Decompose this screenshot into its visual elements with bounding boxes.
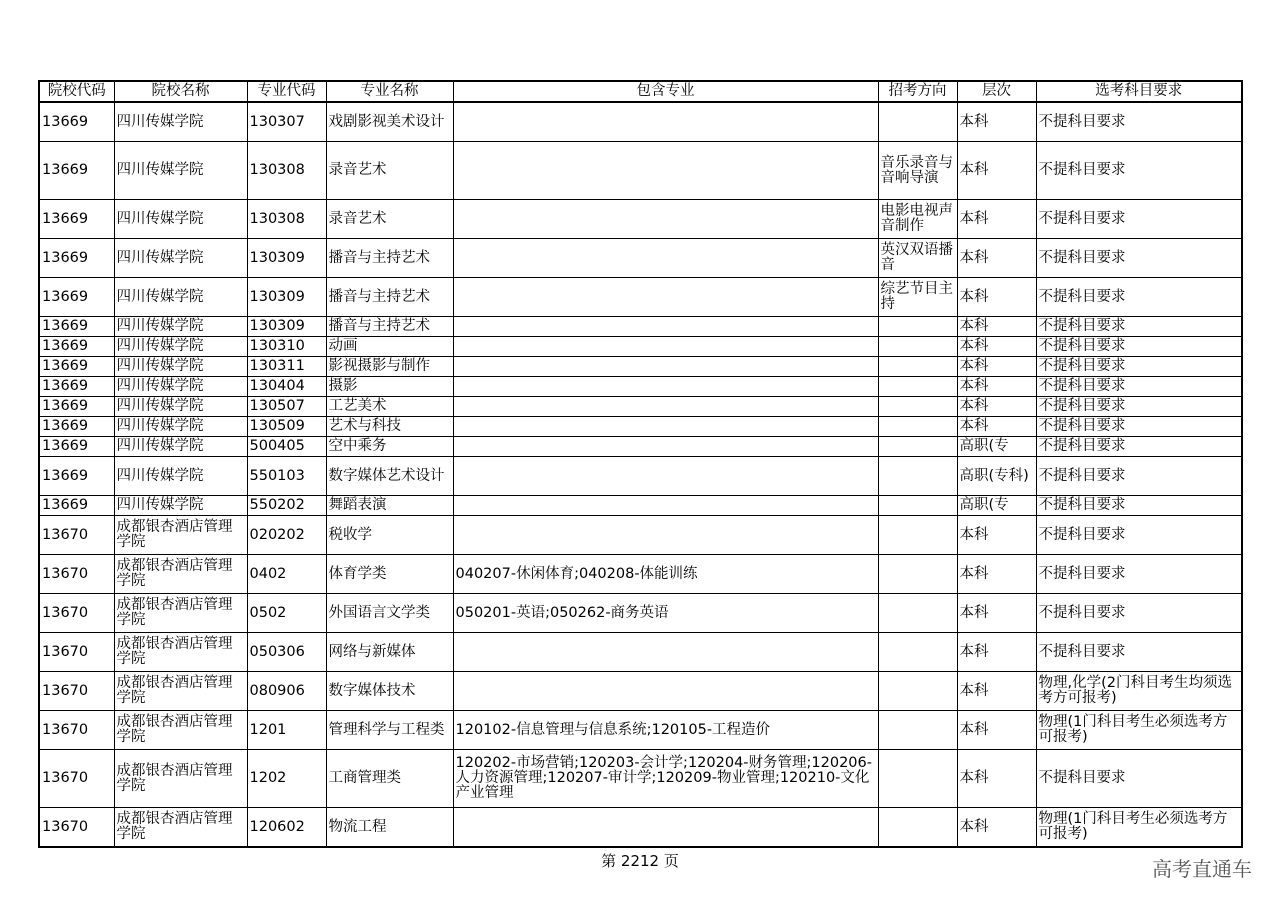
cell-direction: [878, 711, 957, 750]
cell-direction: [878, 357, 957, 377]
cell-major-name: 艺术与科技: [326, 417, 453, 437]
cell-included-majors: [453, 239, 878, 278]
cell-major-code: 130507: [247, 397, 326, 417]
table-row: [39, 457, 1242, 496]
cell-school-code: 13669: [39, 457, 114, 496]
cell-subject-requirement: 物理,化学(2门科目考生均须选考方可报考): [1036, 672, 1242, 711]
cell-direction: [878, 317, 957, 337]
cell-major-name: 数字媒体艺术设计: [326, 457, 453, 496]
cell-major-code: 0502: [247, 594, 326, 633]
cell-direction: [878, 417, 957, 437]
cell-school-name: 成都银杏酒店管理学院: [114, 555, 247, 594]
cell-included-majors: [453, 633, 878, 672]
table-row: [39, 317, 1242, 337]
cell-subject-requirement: 不提科目要求: [1036, 377, 1242, 397]
cell-school-name: 四川传媒学院: [114, 397, 247, 417]
cell-school-name: 四川传媒学院: [114, 496, 247, 516]
cell-school-name: 四川传媒学院: [114, 102, 247, 142]
cell-school-code: 13669: [39, 317, 114, 337]
header-school-code: 院校代码: [39, 81, 114, 102]
cell-subject-requirement: 不提科目要求: [1036, 594, 1242, 633]
header-major-name: 专业名称: [326, 81, 453, 102]
cell-major-name: 影视摄影与制作: [326, 357, 453, 377]
cell-major-name: 体育学类: [326, 555, 453, 594]
cell-school-code: 13670: [39, 516, 114, 555]
cell-school-code: 13669: [39, 200, 114, 239]
cell-major-code: 130309: [247, 239, 326, 278]
cell-direction: [878, 496, 957, 516]
table-row: [39, 672, 1242, 711]
header-included-majors: 包含专业: [453, 81, 878, 102]
cell-major-code: 130308: [247, 142, 326, 200]
cell-level: 本科: [957, 594, 1036, 633]
cell-level: 本科: [957, 200, 1036, 239]
cell-direction: [878, 337, 957, 357]
cell-school-name: 成都银杏酒店管理学院: [114, 516, 247, 555]
cell-subject-requirement: 不提科目要求: [1036, 239, 1242, 278]
table-row: [39, 239, 1242, 278]
cell-school-code: 13669: [39, 239, 114, 278]
cell-major-code: 130311: [247, 357, 326, 377]
cell-level: 本科: [957, 711, 1036, 750]
cell-major-name: 工商管理类: [326, 750, 453, 808]
cell-subject-requirement: 不提科目要求: [1036, 397, 1242, 417]
cell-subject-requirement: 不提科目要求: [1036, 317, 1242, 337]
cell-school-name: 成都银杏酒店管理学院: [114, 594, 247, 633]
cell-subject-requirement: 不提科目要求: [1036, 437, 1242, 457]
cell-direction: 综艺节目主持: [878, 278, 957, 317]
cell-subject-requirement: 不提科目要求: [1036, 516, 1242, 555]
cell-major-name: 舞蹈表演: [326, 496, 453, 516]
cell-subject-requirement: 不提科目要求: [1036, 555, 1242, 594]
cell-school-code: 13669: [39, 278, 114, 317]
cell-school-code: 13669: [39, 142, 114, 200]
cell-school-code: 13670: [39, 750, 114, 808]
cell-subject-requirement: 不提科目要求: [1036, 200, 1242, 239]
cell-subject-requirement: 物理(1门科目考生必须选考方可报考): [1036, 808, 1242, 848]
cell-subject-requirement: 不提科目要求: [1036, 750, 1242, 808]
cell-level: 高职(专: [957, 496, 1036, 516]
cell-subject-requirement: 不提科目要求: [1036, 417, 1242, 437]
cell-major-name: 外国语言文学类: [326, 594, 453, 633]
table-row: [39, 516, 1242, 555]
cell-included-majors: [453, 808, 878, 848]
cell-level: 高职(专: [957, 437, 1036, 457]
cell-included-majors: [453, 397, 878, 417]
cell-subject-requirement: 不提科目要求: [1036, 496, 1242, 516]
cell-major-code: 130307: [247, 102, 326, 142]
cell-school-name: 成都银杏酒店管理学院: [114, 808, 247, 848]
cell-included-majors: [453, 357, 878, 377]
cell-level: 本科: [957, 337, 1036, 357]
cell-subject-requirement: 不提科目要求: [1036, 633, 1242, 672]
cell-major-code: 550202: [247, 496, 326, 516]
cell-direction: 电影电视声音制作: [878, 200, 957, 239]
cell-subject-requirement: 物理(1门科目考生必须选考方可报考): [1036, 711, 1242, 750]
cell-major-code: 1201: [247, 711, 326, 750]
cell-major-name: 戏剧影视美术设计: [326, 102, 453, 142]
cell-school-code: 13670: [39, 633, 114, 672]
cell-major-code: 0402: [247, 555, 326, 594]
cell-level: 高职(专科): [957, 457, 1036, 496]
cell-direction: 英汉双语播音: [878, 239, 957, 278]
cell-school-code: 13670: [39, 594, 114, 633]
cell-school-name: 成都银杏酒店管理学院: [114, 711, 247, 750]
cell-direction: [878, 672, 957, 711]
header-school-name: 院校名称: [114, 81, 247, 102]
cell-level: 本科: [957, 102, 1036, 142]
cell-included-majors: [453, 516, 878, 555]
table-row: [39, 437, 1242, 457]
cell-level: 本科: [957, 357, 1036, 377]
cell-major-name: 工艺美术: [326, 397, 453, 417]
cell-major-name: 网络与新媒体: [326, 633, 453, 672]
cell-included-majors: 120102-信息管理与信息系统;120105-工程造价: [453, 711, 878, 750]
table-row: [39, 594, 1242, 633]
cell-included-majors: [453, 142, 878, 200]
cell-level: 本科: [957, 633, 1036, 672]
table-row: [39, 142, 1242, 200]
cell-major-name: 动画: [326, 337, 453, 357]
cell-subject-requirement: 不提科目要求: [1036, 102, 1242, 142]
cell-level: 本科: [957, 672, 1036, 711]
cell-major-code: 050306: [247, 633, 326, 672]
table-row: [39, 200, 1242, 239]
cell-major-name: 播音与主持艺术: [326, 239, 453, 278]
table-row: [39, 337, 1242, 357]
cell-direction: [878, 377, 957, 397]
admissions-table: [38, 80, 1243, 848]
cell-school-name: 四川传媒学院: [114, 239, 247, 278]
table-row: [39, 377, 1242, 397]
cell-school-code: 13669: [39, 377, 114, 397]
cell-school-code: 13669: [39, 337, 114, 357]
table-row: [39, 102, 1242, 142]
cell-direction: [878, 555, 957, 594]
cell-school-code: 13669: [39, 102, 114, 142]
cell-included-majors: 120202-市场营销;120203-会计学;120204-财务管理;120206-人力资源管理;120207-审计学;120209-物业管理;120210-文化产业管理: [453, 750, 878, 808]
cell-major-code: 130310: [247, 337, 326, 357]
cell-included-majors: [453, 672, 878, 711]
table-row: [39, 397, 1242, 417]
cell-level: 本科: [957, 397, 1036, 417]
cell-major-name: 播音与主持艺术: [326, 278, 453, 317]
cell-level: 本科: [957, 377, 1036, 397]
cell-major-code: 1202: [247, 750, 326, 808]
header-row: [39, 81, 1242, 102]
cell-school-name: 四川传媒学院: [114, 142, 247, 200]
table-row: [39, 417, 1242, 437]
cell-included-majors: [453, 278, 878, 317]
cell-level: 本科: [957, 516, 1036, 555]
cell-major-name: 管理科学与工程类: [326, 711, 453, 750]
cell-level: 本科: [957, 750, 1036, 808]
cell-level: 本科: [957, 239, 1036, 278]
header-major-code: 专业代码: [247, 81, 326, 102]
cell-subject-requirement: 不提科目要求: [1036, 337, 1242, 357]
cell-direction: [878, 516, 957, 555]
cell-major-name: 录音艺术: [326, 142, 453, 200]
cell-major-code: 020202: [247, 516, 326, 555]
cell-school-code: 13669: [39, 496, 114, 516]
cell-school-code: 13670: [39, 555, 114, 594]
cell-school-code: 13670: [39, 672, 114, 711]
header-direction: 招考方向: [878, 81, 957, 102]
cell-major-name: 数字媒体技术: [326, 672, 453, 711]
cell-direction: [878, 397, 957, 417]
cell-direction: [878, 437, 957, 457]
table-row: [39, 633, 1242, 672]
cell-major-code: 120602: [247, 808, 326, 848]
cell-included-majors: [453, 457, 878, 496]
watermark: 高考直通车: [1152, 857, 1252, 881]
cell-school-name: 四川传媒学院: [114, 457, 247, 496]
cell-included-majors: [453, 377, 878, 397]
cell-school-name: 成都银杏酒店管理学院: [114, 633, 247, 672]
cell-school-name: 四川传媒学院: [114, 357, 247, 377]
cell-level: 本科: [957, 142, 1036, 200]
table-row: [39, 555, 1242, 594]
cell-major-name: 物流工程: [326, 808, 453, 848]
cell-included-majors: [453, 496, 878, 516]
cell-included-majors: [453, 417, 878, 437]
cell-major-name: 摄影: [326, 377, 453, 397]
cell-direction: [878, 808, 957, 848]
cell-direction: [878, 594, 957, 633]
table-row: [39, 278, 1242, 317]
header-level: 层次: [957, 81, 1036, 102]
cell-major-name: 录音艺术: [326, 200, 453, 239]
table-row: [39, 711, 1242, 750]
cell-major-code: 130509: [247, 417, 326, 437]
cell-direction: [878, 633, 957, 672]
cell-major-name: 空中乘务: [326, 437, 453, 457]
cell-major-name: 播音与主持艺术: [326, 317, 453, 337]
cell-major-code: 130309: [247, 278, 326, 317]
table-row: [39, 496, 1242, 516]
cell-included-majors: [453, 102, 878, 142]
header-subject-requirement: 选考科目要求: [1036, 81, 1242, 102]
cell-subject-requirement: 不提科目要求: [1036, 457, 1242, 496]
cell-subject-requirement: 不提科目要求: [1036, 142, 1242, 200]
cell-school-name: 成都银杏酒店管理学院: [114, 672, 247, 711]
cell-included-majors: 050201-英语;050262-商务英语: [453, 594, 878, 633]
table-row: [39, 357, 1242, 377]
cell-level: 本科: [957, 317, 1036, 337]
cell-school-name: 四川传媒学院: [114, 377, 247, 397]
cell-level: 本科: [957, 417, 1036, 437]
table-row: [39, 808, 1242, 848]
cell-school-name: 成都银杏酒店管理学院: [114, 750, 247, 808]
table-row: [39, 750, 1242, 808]
cell-school-code: 13670: [39, 711, 114, 750]
cell-school-name: 四川传媒学院: [114, 437, 247, 457]
cell-major-code: 080906: [247, 672, 326, 711]
cell-direction: 音乐录音与音响导演: [878, 142, 957, 200]
cell-major-code: 550103: [247, 457, 326, 496]
cell-included-majors: [453, 337, 878, 357]
cell-level: 本科: [957, 555, 1036, 594]
cell-level: 本科: [957, 808, 1036, 848]
cell-school-name: 四川传媒学院: [114, 417, 247, 437]
page-number: 第 2212 页: [601, 852, 679, 870]
cell-included-majors: [453, 437, 878, 457]
cell-direction: [878, 102, 957, 142]
cell-school-code: 13669: [39, 417, 114, 437]
cell-subject-requirement: 不提科目要求: [1036, 278, 1242, 317]
cell-subject-requirement: 不提科目要求: [1036, 357, 1242, 377]
cell-school-name: 四川传媒学院: [114, 317, 247, 337]
cell-school-code: 13669: [39, 397, 114, 417]
cell-major-code: 500405: [247, 437, 326, 457]
cell-school-code: 13669: [39, 357, 114, 377]
cell-included-majors: 040207-休闲体育;040208-体能训练: [453, 555, 878, 594]
cell-major-code: 130309: [247, 317, 326, 337]
cell-school-name: 四川传媒学院: [114, 337, 247, 357]
cell-major-name: 税收学: [326, 516, 453, 555]
cell-school-name: 四川传媒学院: [114, 278, 247, 317]
cell-school-code: 13670: [39, 808, 114, 848]
cell-included-majors: [453, 317, 878, 337]
cell-direction: [878, 750, 957, 808]
cell-major-code: 130308: [247, 200, 326, 239]
cell-school-name: 四川传媒学院: [114, 200, 247, 239]
cell-included-majors: [453, 200, 878, 239]
table-body: [39, 102, 1242, 847]
cell-school-code: 13669: [39, 437, 114, 457]
cell-direction: [878, 457, 957, 496]
cell-level: 本科: [957, 278, 1036, 317]
cell-major-code: 130404: [247, 377, 326, 397]
